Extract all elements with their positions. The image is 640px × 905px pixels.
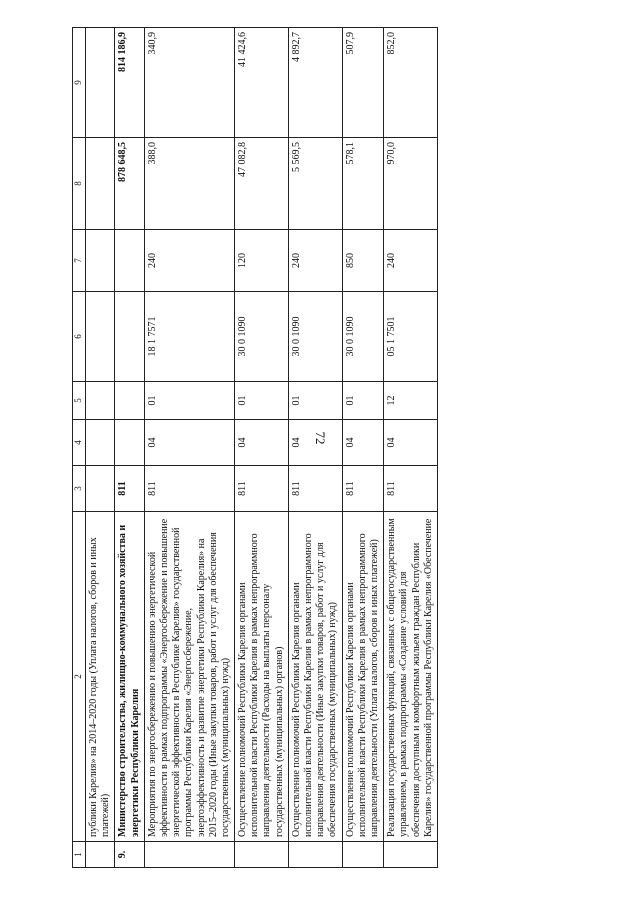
target-article: 30 0 1090 [235, 292, 289, 382]
section-code: 04 [342, 420, 384, 466]
subsection-code: 12 [384, 382, 438, 420]
subsection-code: 01 [288, 382, 342, 420]
col-header: 4 [73, 420, 86, 466]
page-number: 72 [313, 431, 328, 445]
planned-amount: 5 569,5 [288, 138, 342, 230]
subsection-code [86, 382, 115, 420]
subsection-code: 01 [144, 382, 234, 420]
subsection-code [115, 382, 144, 420]
budget-table [72, 27, 438, 868]
expense-type: 240 [384, 230, 438, 292]
expense-type: 240 [288, 230, 342, 292]
planned-amount: 388,0 [144, 138, 234, 230]
col-header: 7 [73, 230, 86, 292]
table-row [342, 28, 384, 868]
row-number [144, 842, 234, 868]
ministry-code: 811 [384, 466, 438, 512]
col-header: 8 [73, 138, 86, 230]
col-header: 9 [73, 28, 86, 138]
row-number [235, 842, 289, 868]
col-header: 6 [73, 292, 86, 382]
expense-type: 120 [235, 230, 289, 292]
expense-type [115, 230, 144, 292]
section-code: 04 [384, 420, 438, 466]
executed-amount [86, 28, 115, 138]
target-article [86, 292, 115, 382]
planned-amount: 970,0 [384, 138, 438, 230]
expense-type: 240 [144, 230, 234, 292]
row-number [288, 842, 342, 868]
table-row [384, 28, 438, 868]
col-header: 2 [73, 512, 86, 842]
col-header: 1 [73, 842, 86, 868]
row-name: Осуществление полномочий Республики Карелия органами исполнительной власти Республики Карелия в рамках непрограммного направления деятельности (Расходы на выплаты персоналу государственных (муниципальных) органов) [235, 512, 289, 842]
target-article: 05 1 7501 [384, 292, 438, 382]
target-article: 30 0 1090 [288, 292, 342, 382]
table-row [235, 28, 289, 868]
budget-table-rotated [72, 28, 612, 868]
section-code [86, 420, 115, 466]
table-row [115, 28, 144, 868]
row-number [384, 842, 438, 868]
table-row [144, 28, 234, 868]
section-code: 04 [235, 420, 289, 466]
expense-type [86, 230, 115, 292]
col-header: 3 [73, 466, 86, 512]
executed-amount: 4 892,7 [288, 28, 342, 138]
ministry-code: 811 [115, 466, 144, 512]
row-name: Осуществление полномочий Республики Карелия органами исполнительной власти Республики Карелия в рамках непрограммного направления деятельности (Иные закупки товаров, работ и услуг для обеспечения государственных (муниципальных) нужд) [288, 512, 342, 842]
executed-amount: 814 186,9 [115, 28, 144, 138]
col-header: 5 [73, 382, 86, 420]
section-code: 04 [144, 420, 234, 466]
row-number: 9. [115, 842, 144, 868]
document-sheet [72, 28, 612, 868]
subsection-code: 01 [342, 382, 384, 420]
row-name: Министерство строительства, жилищно-коммунального хозяйства и энергетики Республики Карелия [115, 512, 144, 842]
table-row [86, 28, 115, 868]
ministry-code: 811 [342, 466, 384, 512]
planned-amount [86, 138, 115, 230]
planned-amount: 47 082,8 [235, 138, 289, 230]
target-article [115, 292, 144, 382]
row-name: публики Карелия» на 2014–2020 годы (Уплата налогов, сборов и иных платежей) [86, 512, 115, 842]
subsection-code: 01 [235, 382, 289, 420]
table-row [288, 28, 342, 868]
section-code [115, 420, 144, 466]
planned-amount: 878 648,5 [115, 138, 144, 230]
expense-type: 850 [342, 230, 384, 292]
executed-amount: 340,9 [144, 28, 234, 138]
section-code: 04 [288, 420, 342, 466]
ministry-code: 811 [144, 466, 234, 512]
row-number [342, 842, 384, 868]
row-name: Осуществление полномочий Республики Карелия органами исполнительной власти Республики Карелия в рамках непрограммного направления деятельности (Уплата налогов, сборов и иных платежей) [342, 512, 384, 842]
target-article: 18 1 7571 [144, 292, 234, 382]
column-number-header [73, 28, 86, 868]
executed-amount: 507,9 [342, 28, 384, 138]
executed-amount: 852,0 [384, 28, 438, 138]
row-name: Мероприятия по энергосбережению и повышению энергетической эффективности в рамках подпрограммы «Энергосбережение и повышение энергетической эффективности в Республике Карелия» государственной программы Республики Карелия «Энергосбережение, энергоэффективность и развитие энергетики Республики Карелия» на 2015–2020 годы (Иные закупки товаров, работ и услуг для обеспечения государственных (муниципальных) нужд) [144, 512, 234, 842]
ministry-code: 811 [235, 466, 289, 512]
target-article: 30 0 1090 [342, 292, 384, 382]
ministry-code [86, 466, 115, 512]
row-number [86, 842, 115, 868]
planned-amount: 578,1 [342, 138, 384, 230]
row-name: Реализация государственных функций, связанных с общегосударственным управлением, в рамках подпрограммы «Создание условий для обеспечения доступным и комфортным жильем граждан Республики Карелия» государственной программы Республики Карелия «Обеспечение [384, 512, 438, 842]
executed-amount: 41 424,6 [235, 28, 289, 138]
ministry-code: 811 [288, 466, 342, 512]
